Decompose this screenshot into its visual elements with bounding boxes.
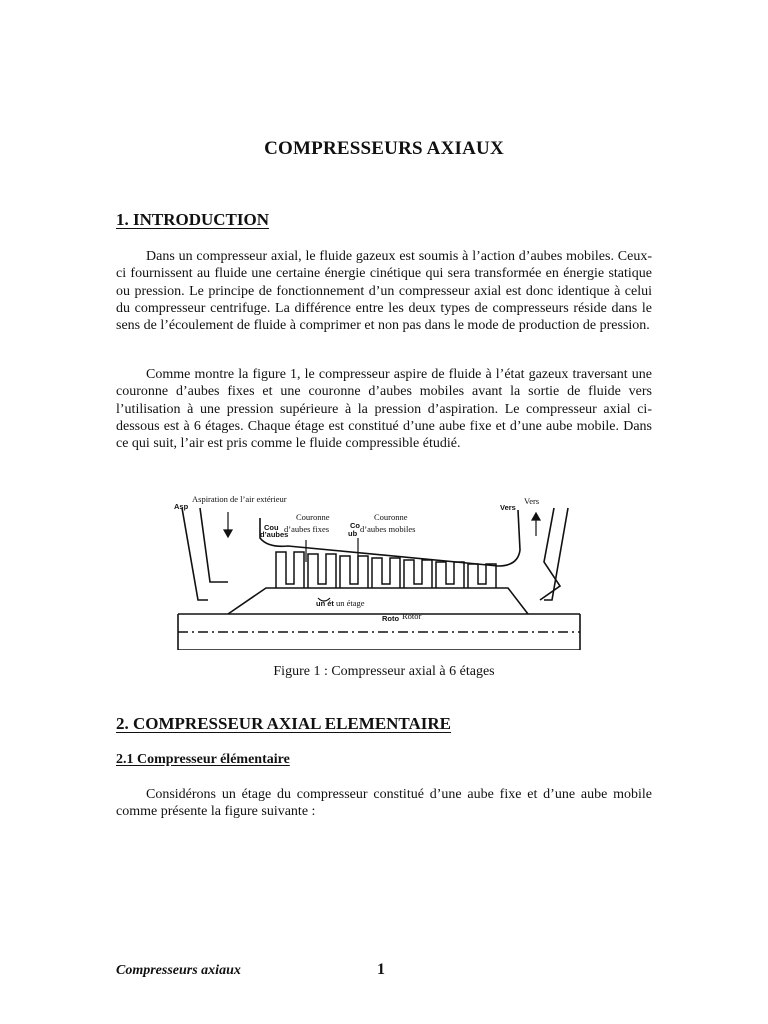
label-co-original: Co	[350, 521, 360, 530]
section-heading-compresseur-elementaire: 2. COMPRESSEUR AXIAL ELEMENTAIRE	[116, 714, 452, 733]
label-rotor: Rotor	[402, 611, 422, 621]
label-stage-original: un ét	[316, 599, 334, 608]
label-vers-original: Vers	[500, 503, 516, 512]
section-heading-introduction: 1. INTRODUCTION	[116, 210, 270, 229]
paragraph-section-2: Considérons un étage du compresseur constitué d’une aube fixe et d’une aube mobile comme présente la figure suivante :	[116, 787, 652, 820]
figure-axial-compressor	[168, 490, 588, 650]
left-casing-line	[182, 508, 208, 600]
paragraph-intro-1: Dans un compresseur axial, le fluide gazeux est soumis à l’action d’aubes mobiles. Ceux-ci fournissent au fluide une certaine énergie cinétique qui sera transformée en énergie statique ou pression. Le principe de fonctionnement d’un compresseur axial est donc identique à celui du compresseur centrifuge. La différence entre les deux types de compresseurs réside dans le sens de l’écoulement de fluide à comprimer et non pas dans le mode de production de pression.	[116, 249, 652, 334]
svg-text:ub: ub	[348, 529, 358, 538]
label-cou-original: Cou	[264, 523, 279, 532]
label-fixed-blades: Couronne	[296, 512, 330, 522]
label-moving-blades: Couronne	[374, 512, 408, 522]
label-stage: un étage	[336, 598, 365, 608]
label-aspiration: Aspiration de l’air extérieur	[192, 494, 287, 504]
blade-rows	[276, 552, 496, 588]
label-aspiration-original: Asp	[174, 502, 189, 511]
svg-text:d’aubes fixes: d’aubes fixes	[284, 524, 330, 534]
rotor-hub	[228, 588, 528, 614]
page-number: 1	[377, 961, 385, 978]
paragraph-intro-2: Comme montre la figure 1, le compresseur aspire de fluide à l’état gazeux traversant une couronne d’aubes fixes et une couronne d’aubes mobiles avant la sortie de fluide vers l’utilisation à une pression supérieure à la pression d’aspiration. Le compresseur axial ci-dessous est à 6 étages. Chaque étage est constitué d’une aube fixe et d’une aube mobile. Dans ce qui suit, l’air est pris comme le fluide compressible étudié.	[116, 367, 652, 452]
document-title: COMPRESSEURS AXIAUX	[264, 138, 504, 159]
label-rotor-original: Roto	[382, 614, 400, 623]
svg-text:d’aubes mobiles: d’aubes mobiles	[360, 524, 416, 534]
subsection-heading: 2.1 Compresseur élémentaire	[116, 752, 290, 767]
figure-caption: Figure 1 : Compresseur axial à 6 étages	[273, 664, 495, 679]
svg-text:d’aubes: d’aubes	[260, 530, 289, 539]
footer-title: Compresseurs axiaux	[116, 963, 241, 978]
label-vers: Vers	[524, 496, 540, 506]
right-casing-line	[544, 508, 568, 600]
